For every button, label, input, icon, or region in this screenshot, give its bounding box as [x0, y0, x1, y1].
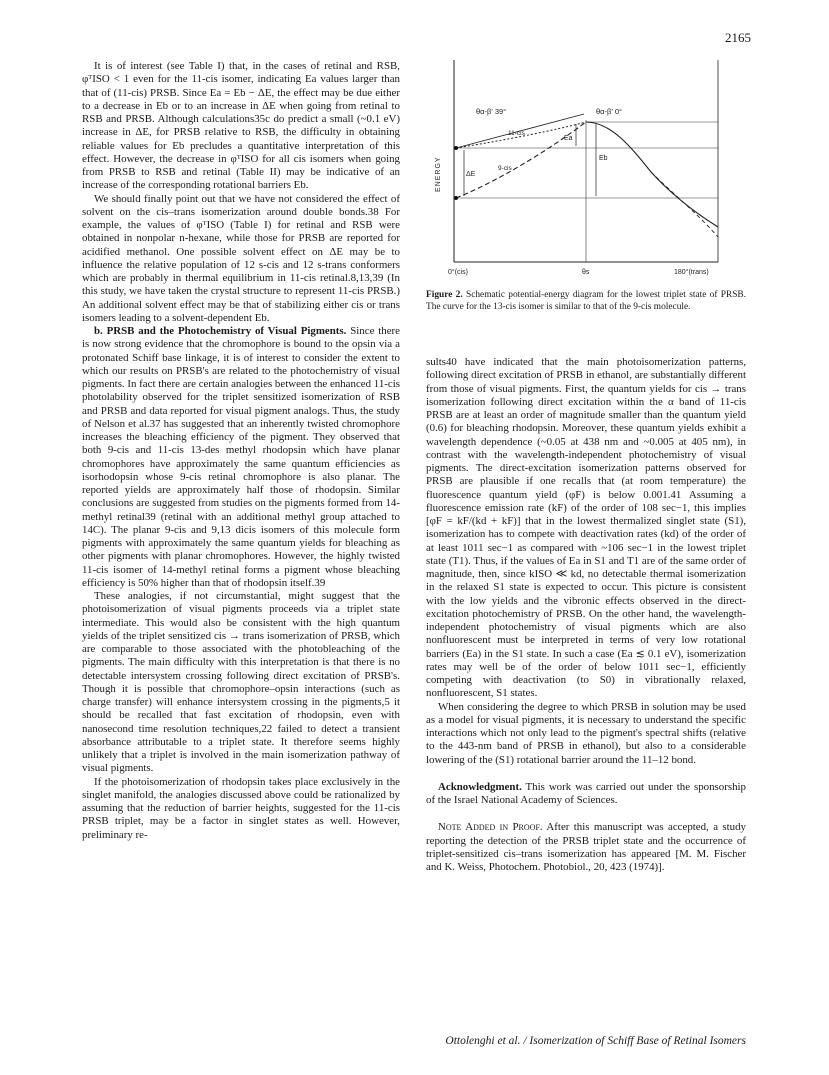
figure-caption-label: Figure 2. [426, 290, 463, 300]
x-tick-right: 180°(trans) [674, 269, 709, 276]
point-11cis [454, 146, 458, 150]
curve-tail [651, 172, 718, 237]
right-paragraph-1: sults40 have indicated that the main photoisomerization patterns, following direct excitation of PRSB in ethanol, are substantially different from those of visual pigments. First, the quantum yields for cis → trans isomerization following direct excitation within the α band of 11-cis PRSB are at least an order of magnitude smaller than the quantum yield (0.6) for bleaching rhodopsin. Moreover, these quantum yields exhibit a wavelength dependence (~0.05 at 438 nm and ~0.005 at 405 nm), in contrast with the wavelength-independent photochemistry of visual pigments. The direct-excitation isomerization patterns observed for PRSB are plausible if one recalls that (at room temperature) the fluorescence quantum yield (φF) is below 0.001.41 Assuming a fluorescence emission rate (kF) of the order of 108 sec−1, this implies [φF = kF/(kd + kF)] that in the lowest thermalized singlet state (S1), isomerization has to compete with deactivation rates (kd) of the order of at least 1011 sec−1 as compared with ~106 sec−1 in the lowest triplet state (T1). Thus, if the values of Ea in S1 and T1 are of the same order of magnitude, then, since kISO ≪ kd, no detectable thermal isomerization in the relaxed S1 state is expected to occur. This picture is consistent with the low yields and the vibronic effects observed in the direct-excitation photochemistry of PRSB. On the other hand, the wavelength-independent photochemistry of visual pigments which are also nonfluorescent must be interpreted in terms of very low rotational barriers (Ea) in the S1 state. In such a case (Ea ≲ 0.1 eV), isomerization rates may well be of the order of below 1011 sec−1, efficiently competing with deactivation (to S0) in vibrationally relaxed, nonfluorescent, S1 states. [426, 356, 746, 700]
x-tick-left: 0°(cis) [448, 269, 468, 276]
note-added-in-proof [426, 821, 746, 874]
label-theta-0: θα-β' 0° [596, 107, 623, 116]
figure-caption [426, 290, 746, 313]
label-eb: Eb [599, 155, 608, 162]
right-column [426, 356, 746, 874]
left-paragraph-3 [82, 325, 400, 590]
label-11cis: 11-cis [508, 130, 525, 137]
y-axis-label: ENERGY [435, 156, 442, 192]
acknowledgment-heading: Acknowledgment. [438, 780, 522, 793]
left-paragraph-5: If the photoisomerization of rhodopsin takes place exclusively in the singlet manifold, the analogies discussed above could be rationalized by assuming that the reduction of barrier heights, suggested for the 11-cis PRSB triplet, may be a factor in singlet states as well. However, preliminary re- [82, 775, 400, 841]
right-paragraph-2: When considering the degree to which PRSB in solution may be used as a model for visual pigments, it is necessary to understand the specific interactions which not only lead to the pigment's spectral shifts (relative to the 443-nm band of PRSB in ethanol), but also to a considerable lowering of the (S1) rotational barrier around the 11–12 bond. [426, 700, 746, 766]
label-ea: Ea [564, 135, 573, 142]
label-delta-e: ΔE [466, 171, 476, 178]
curve-to-trans [586, 122, 718, 227]
label-theta-39: θα-β' 39° [476, 107, 507, 116]
note-heading: Note Added in Proof. [438, 821, 543, 834]
left-paragraph-3-body: Since there is now strong evidence that the chromophore is bound to the opsin via a protonated Schiff base linkage, it is of interest to consider the extent to which our results on PRSB's are related to the photochemistry of visual pigments. In fact there are certain analogies between the enhanced 11-cis photolability observed for the triplet sensitized isomerization of RSB and PRSB and data reported for visual pigment analogs. Thus, the study of Nelson et al.37 has suggested that an inherently twisted chromophore increases the bleaching efficiency of the pigment. They observed that both 9-cis and 11-cis 13-des methyl rhodopsin which have planar chromophores have approximately the same quantum efficiencies as isorhodopsin whose 9-cis retinal chromophore is also planar. The reported yields are approximately half those of rhodopsin. Similar conclusions are suggested from studies on the pigments formed from 14-methyl retinal39 (retinal with an additional methyl group attached to 14C). The planar 9-cis and 9,13 dicis isomers of this molecule form pigments with approximately the same quantum yields for bleaching as other pigments with planar chromophores. However, the highly twisted 11-cis isomer of 14-methyl retinal forms a pigment whose bleaching efficiency is 50% higher than that of rhodopsin itself.39 [82, 325, 400, 589]
note-text: After this manuscript was accepted, a study reporting the detection of the PRSB triplet state and the occurrence of triplet-sensitized cis–trans isomerization has appeared [M. M. Fischer and K. Weiss, Photochem. Photobiol., 20, 423 (1974)]. [426, 821, 747, 873]
left-paragraph-1: It is of interest (see Table I) that, in the cases of retinal and RSB, φᵀISO < 1 even for the 11-cis isomer, indicating Ea values larger than that of (11-cis) PRSB. Since Ea = Eb − ΔE, the effect may be due either to a decrease in Eb or to an increase in ΔE when going from retinal to RSB and PRSB. Although calculations35c do predict a small (~0.1 eV) increase in ΔE, for PRSB relative to RSB, the difficulty in obtaining reliable values for Eb precludes a quantitative interpretation of this effect. However, the decrease in φᵀISO for all cis isomers when going from PRSB to RSB and retinal (Table II) may be indicative of an increase of the corresponding rotational barriers Eb. [82, 60, 400, 192]
running-footer: Ottolenghi et al. / Isomerization of Schiff Base of Retinal Isomers [445, 1035, 746, 1047]
acknowledgment-text: This work was carried out under the sponsorship of the Israel National Academy of Sciences. [426, 780, 746, 806]
point-9cis [454, 196, 458, 200]
x-tick-mid: θs [582, 269, 590, 276]
acknowledgment [426, 781, 746, 808]
label-9cis: 9-cis [498, 165, 512, 172]
left-column [82, 60, 400, 842]
figure-caption-text: Schematic potential-energy diagram for the lowest triplet state of PRSB. The curve for the 13-cis isomer is similar to that of the 9-cis molecule. [426, 290, 747, 312]
page-number: 2165 [725, 30, 751, 45]
left-paragraph-2: We should finally point out that we have not considered the effect of solvent on the cis–trans isomerization around double bonds.38 For example, the values of φᵀISO (Table I) for retinal and RSB were obtained in nonpolar n-hexane, while those for PRSB are reported for acidified methanol. One possible solvent effect on ΔE may be to influence the relative population of 12 s-cis and 12 s-trans conformers which are probably in thermal equilibrium in 11-cis retinal.8,13,39 (In this study, we have taken the crystal structure to represent 11-cis PRSB.) An additional solvent effect may be that of stabilizing either cis or trans isomers leading to a solvent-dependent Eb. [82, 192, 400, 324]
section-heading: b. PRSB and the Photochemistry of Visual Pigments. [94, 325, 347, 337]
left-paragraph-4: These analogies, if not circumstantial, might suggest that the photoisomerization of visual pigments proceeds via a triplet state intermediate. This would also be consistent with the high quantum yields of the triplet sensitized cis → trans isomerization of PRSB, which are comparable to those associated with the photobleaching of the pigments. The main difficulty with this interpretation is that there is no detectable intersystem crossing following direct excitation of PRSB's. Though it is possible that chromophore–opsin interactions (such as charge transfer) will enhance intersystem crossing in the pigments,5 it should be recalled that fast excitation of rhodopsin, even with nanosecond time resolution techniques,22 failed to detect a transient absorbance attributable to a triplet state. It therefore seems highly unlikely that a triplet is involved in the main isomerization pathway of visual pigments. [82, 590, 400, 775]
